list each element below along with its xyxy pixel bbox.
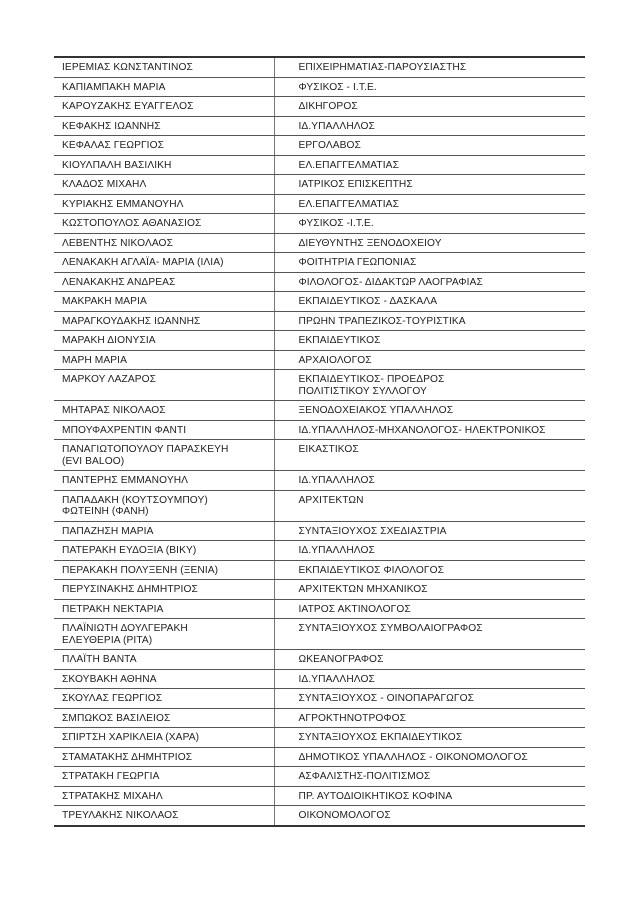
occupation-cell: ΔΙΕΥΘΥΝΤΗΣ ΞΕΝΟΔΟΧΕΙΟΥ: [274, 233, 585, 253]
table-row: [54, 490, 585, 521]
table-row: [54, 214, 585, 234]
occupation-cell: ΣΥΝΤΑΞΙΟΥΧΟΣ ΕΚΠΑΙΔΕΥΤΙΚΟΣ: [274, 728, 585, 748]
table-row: [54, 77, 585, 97]
person-name-cell: ΚΛΑΔΟΣ ΜΙΧΑΗΛ: [54, 175, 274, 195]
table-row: [54, 689, 585, 709]
occupation-cell: ΠΡ. ΑΥΤΟΔΙΟΙΚΗΤΙΚΟΣ ΚΟΦΙΝΑ: [274, 786, 585, 806]
occupation-cell: ΠΡΩΗΝ ΤΡΑΠΕΖΙΚΟΣ-ΤΟΥΡΙΣΤΙΚΑ: [274, 311, 585, 331]
occupation-cell: ΙΑΤΡΙΚΟΣ ΕΠΙΣΚΕΠΤΗΣ: [274, 175, 585, 195]
occupation-cell: ΑΓΡΟΚΤΗΝΟΤΡΟΦΟΣ: [274, 708, 585, 728]
table-row: [54, 560, 585, 580]
candidate-table: [54, 58, 585, 827]
person-name-cell: ΜΗΤΑΡΑΣ ΝΙΚΟΛΑΟΣ: [54, 401, 274, 421]
occupation-cell: ΣΥΝΤΑΞΙΟΥΧΟΣ ΣΥΜΒΟΛΑΙΟΓΡΑΦΟΣ: [274, 619, 585, 650]
table-row: [54, 420, 585, 440]
table-row: [54, 521, 585, 541]
person-name-cell: ΛΕΝΑΚΑΚΗΣ ΑΝΔΡΕΑΣ: [54, 272, 274, 292]
occupation-cell: ΕΚΠΑΙΔΕΥΤΙΚΟΣ- ΠΡΟΕΔΡΟΣ ΠΟΛΙΤΙΣΤΙΚΟΥ ΣΥΛΛΟΓΟΥ: [274, 370, 585, 401]
table-row: [54, 401, 585, 421]
person-name-cell: ΚΙΟΥΛΠΑΛΗ ΒΑΣΙΛΙΚΗ: [54, 155, 274, 175]
candidate-list-page: [54, 56, 585, 827]
person-name-cell: ΠΑΠΑΖΗΣΗ ΜΑΡΙΑ: [54, 521, 274, 541]
table-row: [54, 747, 585, 767]
occupation-cell: ΕΚΠΑΙΔΕΥΤΙΚΟΣ ΦΙΛΟΛΟΓΟΣ: [274, 560, 585, 580]
occupation-cell: ΔΙΚΗΓΟΡΟΣ: [274, 97, 585, 117]
person-name-cell: ΜΑΡΑΓΚΟΥΔΑΚΗΣ ΙΩΑΝΝΗΣ: [54, 311, 274, 331]
table-row: [54, 272, 585, 292]
person-name-cell: ΠΛΑΪΝΙΩΤΗ ΔΟΥΛΓΕΡΑΚΗ ΕΛΕΥΘΕΡΙΑ (ΡΙΤΑ): [54, 619, 274, 650]
person-name-cell: ΚΩΣΤΟΠΟΥΛΟΣ ΑΘΑΝΑΣΙΟΣ: [54, 214, 274, 234]
person-name-cell: ΣΤΡΑΤΑΚΗΣ ΜΙΧΑΗΛ: [54, 786, 274, 806]
person-name-cell: ΠΑΤΕΡΑΚΗ ΕΥΔΟΞΙΑ (ΒΙΚΥ): [54, 541, 274, 561]
occupation-cell: ΙΔ.ΥΠΑΛΛΗΛΟΣ: [274, 669, 585, 689]
table-row: [54, 599, 585, 619]
occupation-cell: ΙΔ.ΥΠΑΛΛΗΛΟΣ-ΜΗΧΑΝΟΛΟΓΟΣ- ΗΛΕΚΤΡΟΝΙΚΟΣ: [274, 420, 585, 440]
person-name-cell: ΤΡΕΥΛΑΚΗΣ ΝΙΚΟΛΑΟΣ: [54, 806, 274, 826]
person-name-cell: ΠΕΤΡΑΚΗ ΝΕΚΤΑΡΙΑ: [54, 599, 274, 619]
table-row: [54, 471, 585, 491]
occupation-cell: ΕΙΚΑΣΤΙΚΟΣ: [274, 440, 585, 471]
person-name-cell: ΠΕΡΥΣΙΝΑΚΗΣ ΔΗΜΗΤΡΙΟΣ: [54, 580, 274, 600]
table-row: [54, 650, 585, 670]
person-name-cell: ΠΑΝΤΕΡΗΣ ΕΜΜΑΝΟΥΗΛ: [54, 471, 274, 491]
table-row: [54, 175, 585, 195]
table-row: [54, 331, 585, 351]
occupation-cell: ΑΡΧΙΤΕΚΤΩΝ ΜΗΧΑΝΙΚΟΣ: [274, 580, 585, 600]
person-name-cell: ΜΠΟΥΦΑΧΡΕΝΤΙΝ ΦΑΝΤΙ: [54, 420, 274, 440]
person-name-cell: ΜΑΡΗ ΜΑΡΙΑ: [54, 350, 274, 370]
person-name-cell: ΠΕΡΑΚΑΚΗ ΠΟΛΥΞΕΝΗ (ΞΕΝΙΑ): [54, 560, 274, 580]
person-name-cell: ΠΛΑΪΤΗ ΒΑΝΤΑ: [54, 650, 274, 670]
table-row: [54, 669, 585, 689]
table-row: [54, 806, 585, 826]
table-row: [54, 155, 585, 175]
table-row: [54, 292, 585, 312]
table-row: [54, 116, 585, 136]
occupation-cell: ΕΠΙΧΕΙΡΗΜΑΤΙΑΣ-ΠΑΡΟΥΣΙΑΣΤΗΣ: [274, 58, 585, 77]
person-name-cell: ΚΑΡΟΥΖΑΚΗΣ ΕΥΑΓΓΕΛΟΣ: [54, 97, 274, 117]
table-row: [54, 311, 585, 331]
occupation-cell: ΦΟΙΤΗΤΡΙΑ ΓΕΩΠΟΝΙΑΣ: [274, 253, 585, 273]
person-name-cell: ΣΤΡΑΤΑΚΗ ΓΕΩΡΓΙΑ: [54, 767, 274, 787]
table-row: [54, 350, 585, 370]
occupation-cell: ΙΔ.ΥΠΑΛΛΗΛΟΣ: [274, 471, 585, 491]
occupation-cell: ΦΥΣΙΚΟΣ -Ι.Τ.Ε.: [274, 214, 585, 234]
table-row: [54, 708, 585, 728]
occupation-cell: ΑΡΧΑΙΟΛΟΓΟΣ: [274, 350, 585, 370]
person-name-cell: ΠΑΠΑΔΑΚΗ (ΚΟΥΤΣΟΥΜΠΟΥ) ΦΩΤΕΙΝΗ (ΦΑΝΗ): [54, 490, 274, 521]
table-row: [54, 541, 585, 561]
table-row: [54, 619, 585, 650]
person-name-cell: ΣΚΟΥΒΑΚΗ ΑΘΗΝΑ: [54, 669, 274, 689]
occupation-cell: ΑΣΦΑΛΙΣΤΗΣ-ΠΟΛΙΤΙΣΜΟΣ: [274, 767, 585, 787]
occupation-cell: ΙΑΤΡΟΣ ΑΚΤΙΝΟΛΟΓΟΣ: [274, 599, 585, 619]
person-name-cell: ΣΜΠΩΚΟΣ ΒΑΣΙΛΕΙΟΣ: [54, 708, 274, 728]
candidate-table-body: [54, 58, 585, 826]
table-row: [54, 233, 585, 253]
table-row: [54, 580, 585, 600]
table-row: [54, 194, 585, 214]
occupation-cell: ΕΡΓΟΛΑΒΟΣ: [274, 136, 585, 156]
table-row: [54, 786, 585, 806]
table-row: [54, 767, 585, 787]
occupation-cell: ΕΚΠΑΙΔΕΥΤΙΚΟΣ - ΔΑΣΚΑΛΑ: [274, 292, 585, 312]
occupation-cell: ΣΥΝΤΑΞΙΟΥΧΟΣ - ΟΙΝΟΠΑΡΑΓΩΓΟΣ: [274, 689, 585, 709]
occupation-cell: ΔΗΜΟΤΙΚΟΣ ΥΠΑΛΛΗΛΟΣ - ΟΙΚΟΝΟΜΟΛΟΓΟΣ: [274, 747, 585, 767]
occupation-cell: ΕΛ.ΕΠΑΓΓΕΛΜΑΤΙΑΣ: [274, 194, 585, 214]
person-name-cell: ΚΥΡΙΑΚΗΣ ΕΜΜΑΝΟΥΗΛ: [54, 194, 274, 214]
person-name-cell: ΣΤΑΜΑΤΑΚΗΣ ΔΗΜΗΤΡΙΟΣ: [54, 747, 274, 767]
person-name-cell: ΚΕΦΑΛΑΣ ΓΕΩΡΓΙΟΣ: [54, 136, 274, 156]
occupation-cell: ΦΥΣΙΚΟΣ - Ι.Τ.Ε.: [274, 77, 585, 97]
person-name-cell: ΙΕΡΕΜΙΑΣ ΚΩΝΣΤΑΝΤΙΝΟΣ: [54, 58, 274, 77]
person-name-cell: ΚΑΠΙΑΜΠΑΚΗ ΜΑΡΙΑ: [54, 77, 274, 97]
person-name-cell: ΠΑΝΑΓΙΩΤΟΠΟΥΛΟΥ ΠΑΡΑΣΚΕΥΗ (EVI BALOO): [54, 440, 274, 471]
person-name-cell: ΛΕΝΑΚΑΚΗ ΑΓΛΑΪΑ- ΜΑΡΙΑ (ΙΛΙΑ): [54, 253, 274, 273]
person-name-cell: ΜΑΡΑΚΗ ΔΙΟΝΥΣΙΑ: [54, 331, 274, 351]
person-name-cell: ΜΑΚΡΑΚΗ ΜΑΡΙΑ: [54, 292, 274, 312]
table-row: [54, 58, 585, 77]
occupation-cell: ΕΚΠΑΙΔΕΥΤΙΚΟΣ: [274, 331, 585, 351]
person-name-cell: ΣΠΙΡΤΣΗ ΧΑΡΙΚΛΕΙΑ (ΧΑΡΑ): [54, 728, 274, 748]
table-row: [54, 253, 585, 273]
table-row: [54, 440, 585, 471]
person-name-cell: ΛΕΒΕΝΤΗΣ ΝΙΚΟΛΑΟΣ: [54, 233, 274, 253]
occupation-cell: ΦΙΛΟΛΟΓΟΣ- ΔΙΔΑΚΤΩΡ ΛΑΟΓΡΑΦΙΑΣ: [274, 272, 585, 292]
occupation-cell: ΙΔ.ΥΠΑΛΛΗΛΟΣ: [274, 541, 585, 561]
table-row: [54, 370, 585, 401]
person-name-cell: ΜΑΡΚΟΥ ΛΑΖΑΡΟΣ: [54, 370, 274, 401]
occupation-cell: ΑΡΧΙΤΕΚΤΩΝ: [274, 490, 585, 521]
table-row: [54, 728, 585, 748]
table-row: [54, 136, 585, 156]
person-name-cell: ΣΚΟΥΛΑΣ ΓΕΩΡΓΙΟΣ: [54, 689, 274, 709]
occupation-cell: ΟΙΚΟΝΟΜΟΛΟΓΟΣ: [274, 806, 585, 826]
person-name-cell: ΚΕΦΑΚΗΣ ΙΩΑΝΝΗΣ: [54, 116, 274, 136]
occupation-cell: ΞΕΝΟΔΟΧΕΙΑΚΟΣ ΥΠΑΛΛΗΛΟΣ: [274, 401, 585, 421]
occupation-cell: ΕΛ.ΕΠΑΓΓΕΛΜΑΤΙΑΣ: [274, 155, 585, 175]
table-row: [54, 97, 585, 117]
occupation-cell: ΣΥΝΤΑΞΙΟΥΧΟΣ ΣΧΕΔΙΑΣΤΡΙΑ: [274, 521, 585, 541]
occupation-cell: ΩΚΕΑΝΟΓΡΑΦΟΣ: [274, 650, 585, 670]
occupation-cell: ΙΔ.ΥΠΑΛΛΗΛΟΣ: [274, 116, 585, 136]
